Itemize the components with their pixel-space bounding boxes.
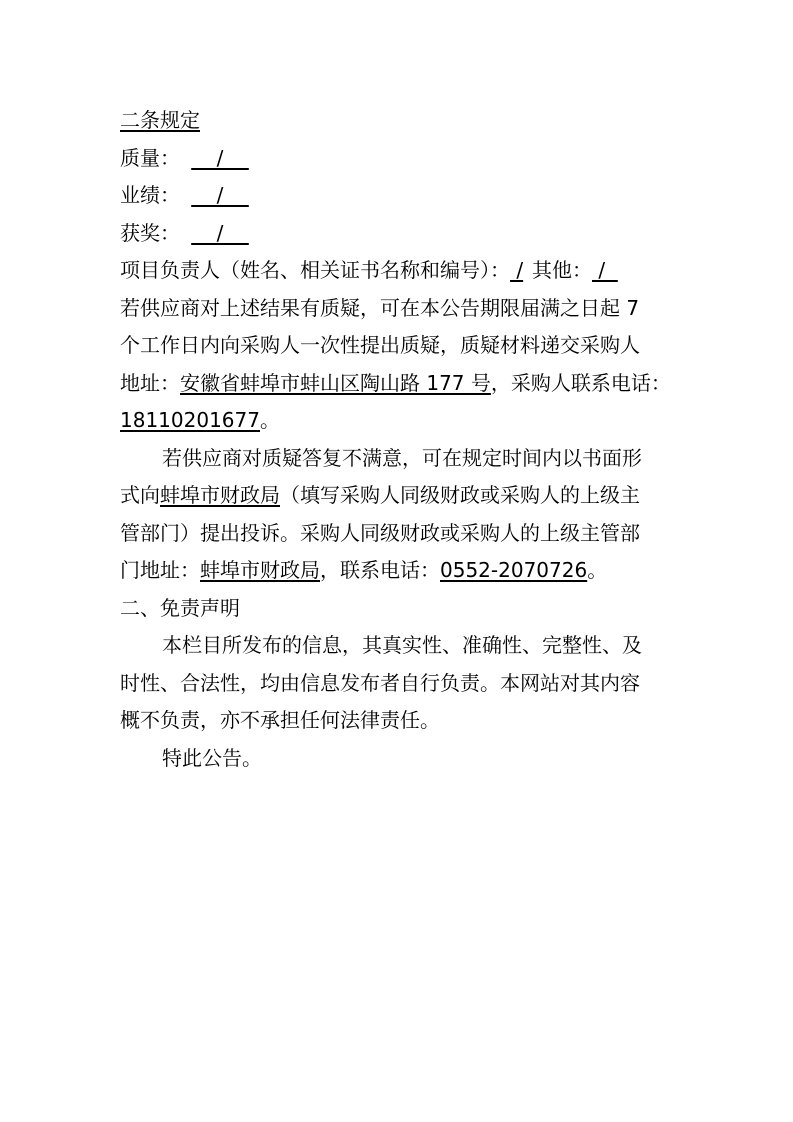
disclaimer-line-1: 本栏目所发布的信息，其真实性、准确性、完整性、及 (162, 633, 642, 657)
complaint-end: 。 (587, 558, 608, 582)
complaint-phone-label: ，联系电话： (320, 558, 440, 582)
project-manager-row (120, 252, 682, 290)
rule-heading-text: 二条规定 (120, 108, 200, 132)
disclaimer-heading: 二、免责声明 (120, 595, 240, 620)
complaint-line-3: 管部门）提出投诉。采购人同级财政或采购人的上级主管部 (120, 520, 640, 545)
closing-text: 特此公告。 (162, 745, 262, 770)
complaint-address-label: 门地址： (120, 558, 200, 582)
awards-label: 获奖： (120, 220, 180, 245)
complaint-department-address: 蚌埠市财政局 (200, 558, 320, 582)
rule-heading (120, 102, 682, 140)
quality-value: / (191, 145, 249, 170)
complaint-phone: 0552-2070726 (440, 558, 588, 582)
challenge-line-4 (120, 402, 682, 440)
challenge-line-1: 若供应商对上述结果有质疑，可在本公告期限届满之日起 7 (120, 295, 640, 320)
performance-value: / (191, 183, 249, 207)
challenge-phone-label: ，采购人联系电话： (490, 370, 671, 395)
challenge-end: 。 (259, 408, 280, 432)
project-manager-label: 项目负责人（姓名、相关证书名称和编号）： (120, 258, 510, 282)
complaint-line-2 (120, 477, 682, 515)
document-body (120, 102, 682, 777)
other-value: / (592, 258, 618, 282)
complaint-line-2-pre: 式向 (120, 483, 160, 507)
disclaimer-line-2: 时性、合法性，均由信息发布者自行负责。本网站对其内容 (120, 670, 640, 695)
performance-label: 业绩： (120, 183, 180, 207)
quality-row (120, 140, 682, 178)
complaint-department: 蚌埠市财政局 (160, 483, 280, 507)
project-manager-value: / (510, 258, 524, 282)
awards-value: / (191, 220, 249, 245)
complaint-line-1: 若供应商对质疑答复不满意，可在规定时间内以书面形 (162, 445, 642, 470)
purchaser-address: 安徽省蚌埠市蚌山区陶山路 177 号 (180, 370, 491, 395)
challenge-line-3 (120, 365, 682, 403)
quality-label: 质量： (120, 145, 180, 170)
challenge-line-2: 个工作日内向采购人一次性提出质疑，质疑材料递交采购人 (120, 333, 640, 357)
complaint-line-4 (120, 552, 682, 590)
challenge-address-label: 地址： (120, 370, 180, 395)
other-label: 其他： (532, 258, 592, 282)
purchaser-phone: 18110201677 (120, 408, 260, 432)
performance-row (120, 177, 682, 215)
complaint-line-2-post: （填写采购人同级财政或采购人的上级主 (280, 483, 640, 507)
disclaimer-line-3: 概不负责，亦不承担任何法律责任。 (120, 708, 440, 732)
awards-row (120, 215, 682, 253)
